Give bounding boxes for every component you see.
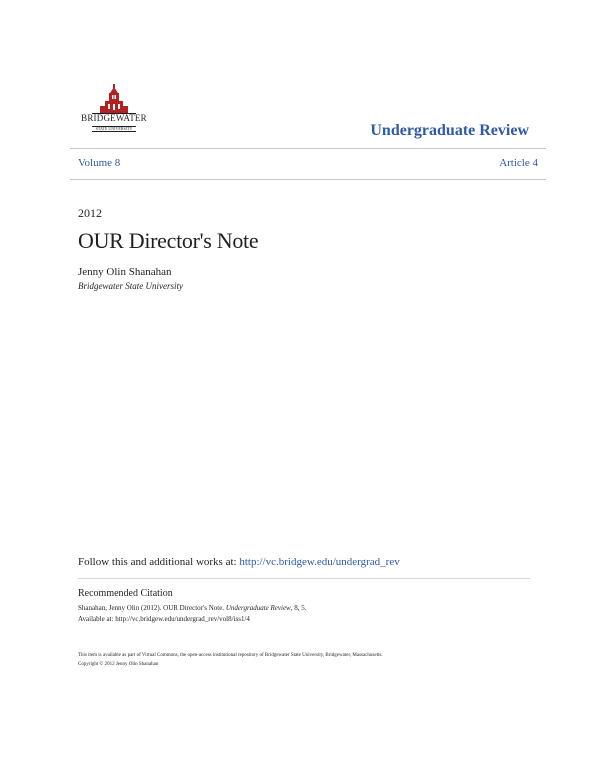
volume-link[interactable]: Volume 8 xyxy=(78,157,121,169)
publication-year: 2012 xyxy=(78,206,102,220)
citation-prefix: Shanahan, Jenny Olin (2012). OUR Director's Note. xyxy=(78,604,226,612)
follow-line xyxy=(78,556,400,568)
author-name: Jenny Olin Shanahan xyxy=(78,266,172,278)
citation-availability: Available at: http://vc.bridgew.edu/undergrad_rev/vol8/iss1/4 xyxy=(78,615,250,623)
article-title: OUR Director's Note xyxy=(78,228,259,253)
header-divider xyxy=(70,148,546,149)
footer-copyright: Copyright © 2012 Jenny Olin Shanahan xyxy=(78,662,159,667)
article-link[interactable]: Article 4 xyxy=(499,157,538,169)
university-tower-logo-icon xyxy=(78,84,150,114)
journal-title-link[interactable]: Undergraduate Review xyxy=(370,122,529,139)
logo-name: BRIDGEWATER xyxy=(81,113,147,123)
citation-suffix: , 8, 5. xyxy=(290,604,307,612)
follow-text: Follow this and additional works at: xyxy=(78,556,240,568)
university-logo xyxy=(78,84,150,136)
author-affiliation: Bridgewater State University xyxy=(78,281,183,291)
citation-divider xyxy=(78,578,530,579)
logo-subtitle: STATE UNIVERSITY xyxy=(92,126,136,132)
citation-text xyxy=(78,603,306,625)
footer xyxy=(78,651,383,669)
repository-link[interactable]: http://vc.bridgew.edu/undergrad_rev xyxy=(239,556,400,568)
volume-divider xyxy=(70,179,546,180)
recommended-citation-heading: Recommended Citation xyxy=(78,588,173,599)
citation-journal: Undergraduate Review xyxy=(225,604,291,612)
footer-notice: This item is available as part of Virtual Commons, the open-access institutional repository of Bridgewater State University, Bridgewater, Massachusetts. xyxy=(78,653,383,658)
